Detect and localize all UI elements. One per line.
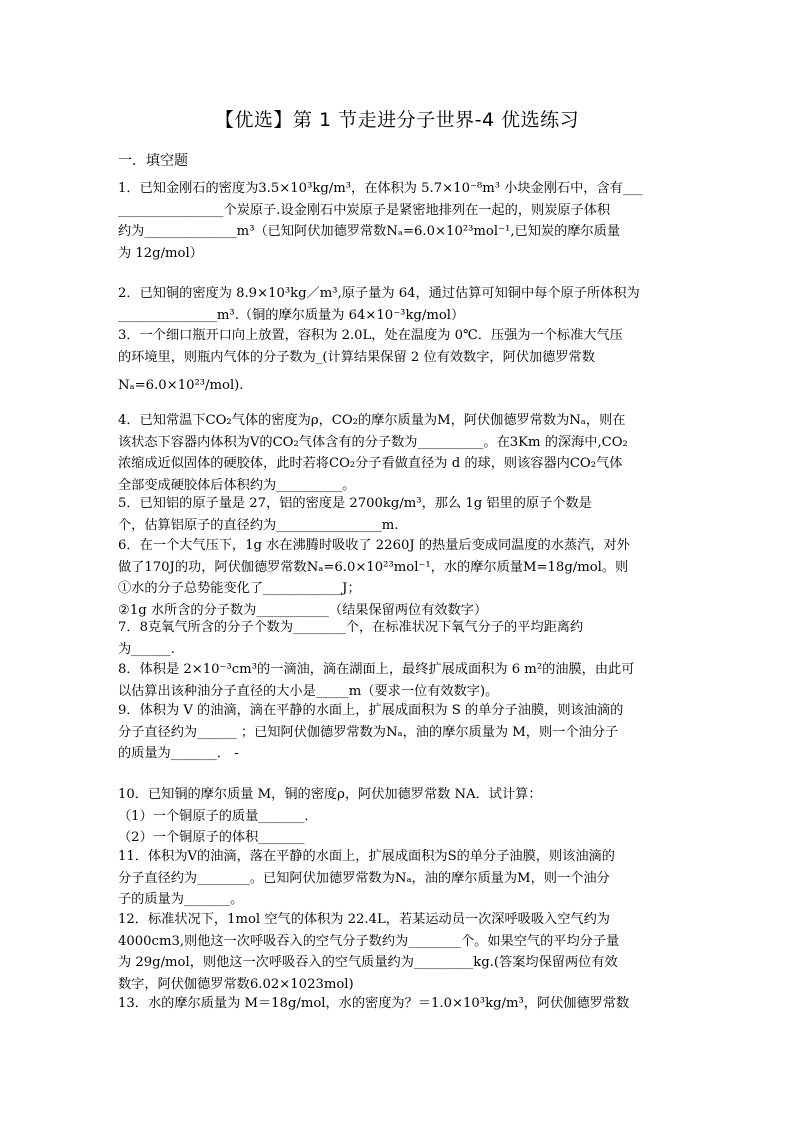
question-line: 4000cm3,则他这一次呼吸吞入的空气分子数约为________个。如果空气的平均分子量	[118, 933, 620, 949]
question-line: 为 12g/mol）	[118, 245, 203, 261]
question-line: 约为______________m³（已知阿伏加德罗常数Nₐ=6.0×10²³mol⁻¹,已知炭的摩尔质量	[118, 224, 621, 239]
question-line: 5．已知铝的原子量是 27，铝的密度是 2700kg/m³，那么 1g 铝里的原子个数是	[118, 496, 592, 511]
question-line: Nₐ=6.0×10²³/mol).	[118, 378, 244, 393]
question-line: 1．已知金刚石的密度为3.5×10³kg/m³，在体积为 5.7×10⁻⁸m³ 小块金刚石中，含有___	[118, 181, 643, 196]
question-line: 3．一个细口瓶开口向上放置，容积为 2.0L，处在温度为 0℃．压强为一个标准大气压	[118, 328, 623, 343]
question-line: 的质量为_______． -	[118, 746, 239, 761]
question-line: ________________个炭原子.设金刚石中炭原子是紧密地排列在一起的，则炭原子体积	[118, 202, 611, 218]
question-2	[118, 283, 680, 326]
question-line: 的环境里，则瓶内气体的分子数为_(计算结果保留 2 位有效数字，阿伏加德罗常数	[118, 349, 595, 365]
question-line: 子的质量为_______。	[118, 892, 244, 907]
question-line: _______________m³.（铜的摩尔质量为 64×10⁻³kg/mol）	[118, 307, 465, 323]
question-line: 13．水的摩尔质量为 M＝18g/mol，水的密度为？＝1.0×10³kg/m³，阿伏伽德罗常数	[118, 996, 630, 1011]
section-heading: 一．填空题	[118, 153, 188, 169]
page-title: 【优选】第 1 节走进分子世界-4 优选练习	[214, 109, 580, 131]
question-line: 9．体积为 V 的油滴，滴在平静的水面上，扩展成面积为 S 的单分子油膜，则该油滴的	[118, 703, 624, 718]
question-line: 为______.	[118, 641, 175, 657]
question-line: 分子直径约为______ ；已知阿伏伽德罗常数为Nₐ，油的摩尔质量为 M，则一个油分子	[118, 724, 619, 740]
question-line: 6．在一个大气压下，1g 水在沸腾时吸收了 2260J 的热量后变成同温度的水蒸汽，对外	[118, 538, 630, 553]
question-12	[118, 909, 680, 995]
question-line: 数字，阿伏伽德罗常数6.02×1023mol)	[118, 976, 354, 992]
question-line: 浓缩成近似固体的硬胶体，此时若将CO₂分子看做直径为 d 的球，则该容器内CO₂气体	[118, 456, 623, 471]
question-line: 11．体积为V的油滴，落在平静的水面上，扩展成面积为S的单分子油膜，则该油滴的	[118, 849, 615, 864]
question-6	[118, 535, 680, 621]
question-line: 8．体积是 2×10⁻³cm³的一滴油，滴在湖面上，最终扩展成面积为 6 m²的油膜，由此可	[118, 662, 635, 677]
question-line: 以估算出该种油分子直径的大小是_____m（要求一位有效数字)。	[118, 683, 499, 699]
question-3	[118, 325, 680, 397]
question-line: 7．8克氧气所含的分子个数为________个，在标准状况下氧气分子的平均距离约	[118, 620, 584, 635]
question-10	[118, 784, 680, 849]
question-7	[118, 617, 680, 660]
question-line: 做了170J的功，阿伏伽德罗常数Nₐ=6.0×10²³mol⁻¹，水的摩尔质量M=18g/mol。则	[118, 559, 629, 575]
question-line: 全部变成硬胶体后体积约为__________。	[118, 477, 356, 493]
question-line: 该状态下容器内体积为V的CO₂气体含有的分子数为__________。在3Km 的深海中,CO₂	[118, 434, 628, 450]
question-line: 为 29g/mol，则他这一次呼吸吞入的空气质量约为_________kg.(答案均保留两位有效	[118, 955, 618, 970]
question-line: （2）一个铜原子的体积_______	[118, 830, 305, 845]
question-4	[118, 410, 680, 496]
question-line: 12．标准状况下，1mol 空气的体积为 22.4L，若某运动员一次深呼吸吸入空气约为	[118, 912, 610, 927]
question-line: ①水的分子总势能变化了____________J；	[118, 581, 361, 596]
question-11	[118, 846, 680, 911]
question-line: 2．已知铜的密度为 8.9×10³kg／m³,原子量为 64，通过估算可知铜中每个原子所体积为	[118, 286, 640, 301]
question-line: 10．已知铜的摩尔质量 M，铜的密度ρ，阿伏加德罗常数 NA．试计算：	[118, 787, 542, 802]
question-line: （1）一个铜原子的质量_______．	[118, 808, 318, 824]
question-8	[118, 659, 680, 702]
question-13	[118, 993, 680, 1015]
question-1	[118, 178, 680, 264]
question-line: 分子直径约为________。已知阿伏加德罗常数为Nₐ，油的摩尔质量为M，则一个油分	[118, 870, 610, 886]
question-line: 4．已知常温下CO₂气体的密度为ρ，CO₂的摩尔质量为M，阿伏伽德罗常数为Nₐ，则在	[118, 413, 626, 428]
question-line: 个，估算铝原子的直径约为________________m.	[118, 517, 399, 533]
question-9	[118, 700, 680, 765]
question-5	[118, 493, 680, 536]
question-line: ②1g 水所含的分子数为___________（结果保留两位有效数字）	[118, 602, 488, 618]
